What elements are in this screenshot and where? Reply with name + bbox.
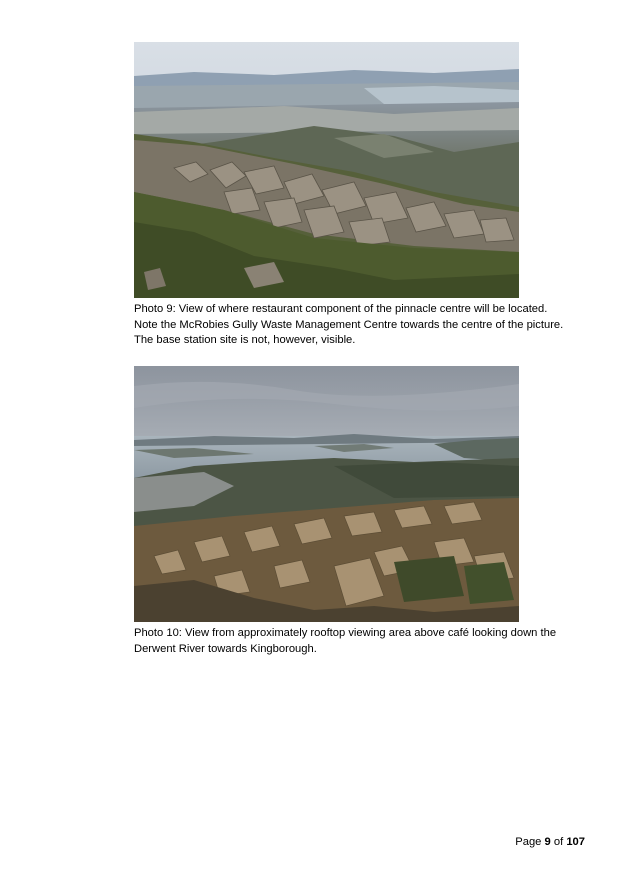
- page-number: [515, 836, 585, 848]
- caption-line: The base station site is not, however, visible.: [134, 334, 356, 346]
- caption-line: Note the McRobies Gully Waste Management Centre towards the centre of the picture.: [134, 318, 564, 331]
- photo-10: [134, 366, 519, 622]
- photo-9-image: [134, 42, 519, 298]
- page-word: Page: [515, 836, 542, 848]
- total-pages: 107: [566, 836, 585, 848]
- current-page: 9: [544, 836, 551, 848]
- photo-10-image: [134, 366, 519, 622]
- photo-9: [134, 42, 519, 298]
- caption-line: Photo 9: View of where restaurant component of the pinnacle centre will be located.: [134, 303, 548, 315]
- photo-10-caption: [134, 626, 594, 657]
- of-word: of: [553, 836, 564, 848]
- photo-9-caption: [134, 302, 594, 349]
- caption-line: Photo 10: View from approximately rooftop viewing area above café looking down the: [134, 627, 557, 639]
- caption-line: Derwent River towards Kingborough.: [134, 642, 317, 655]
